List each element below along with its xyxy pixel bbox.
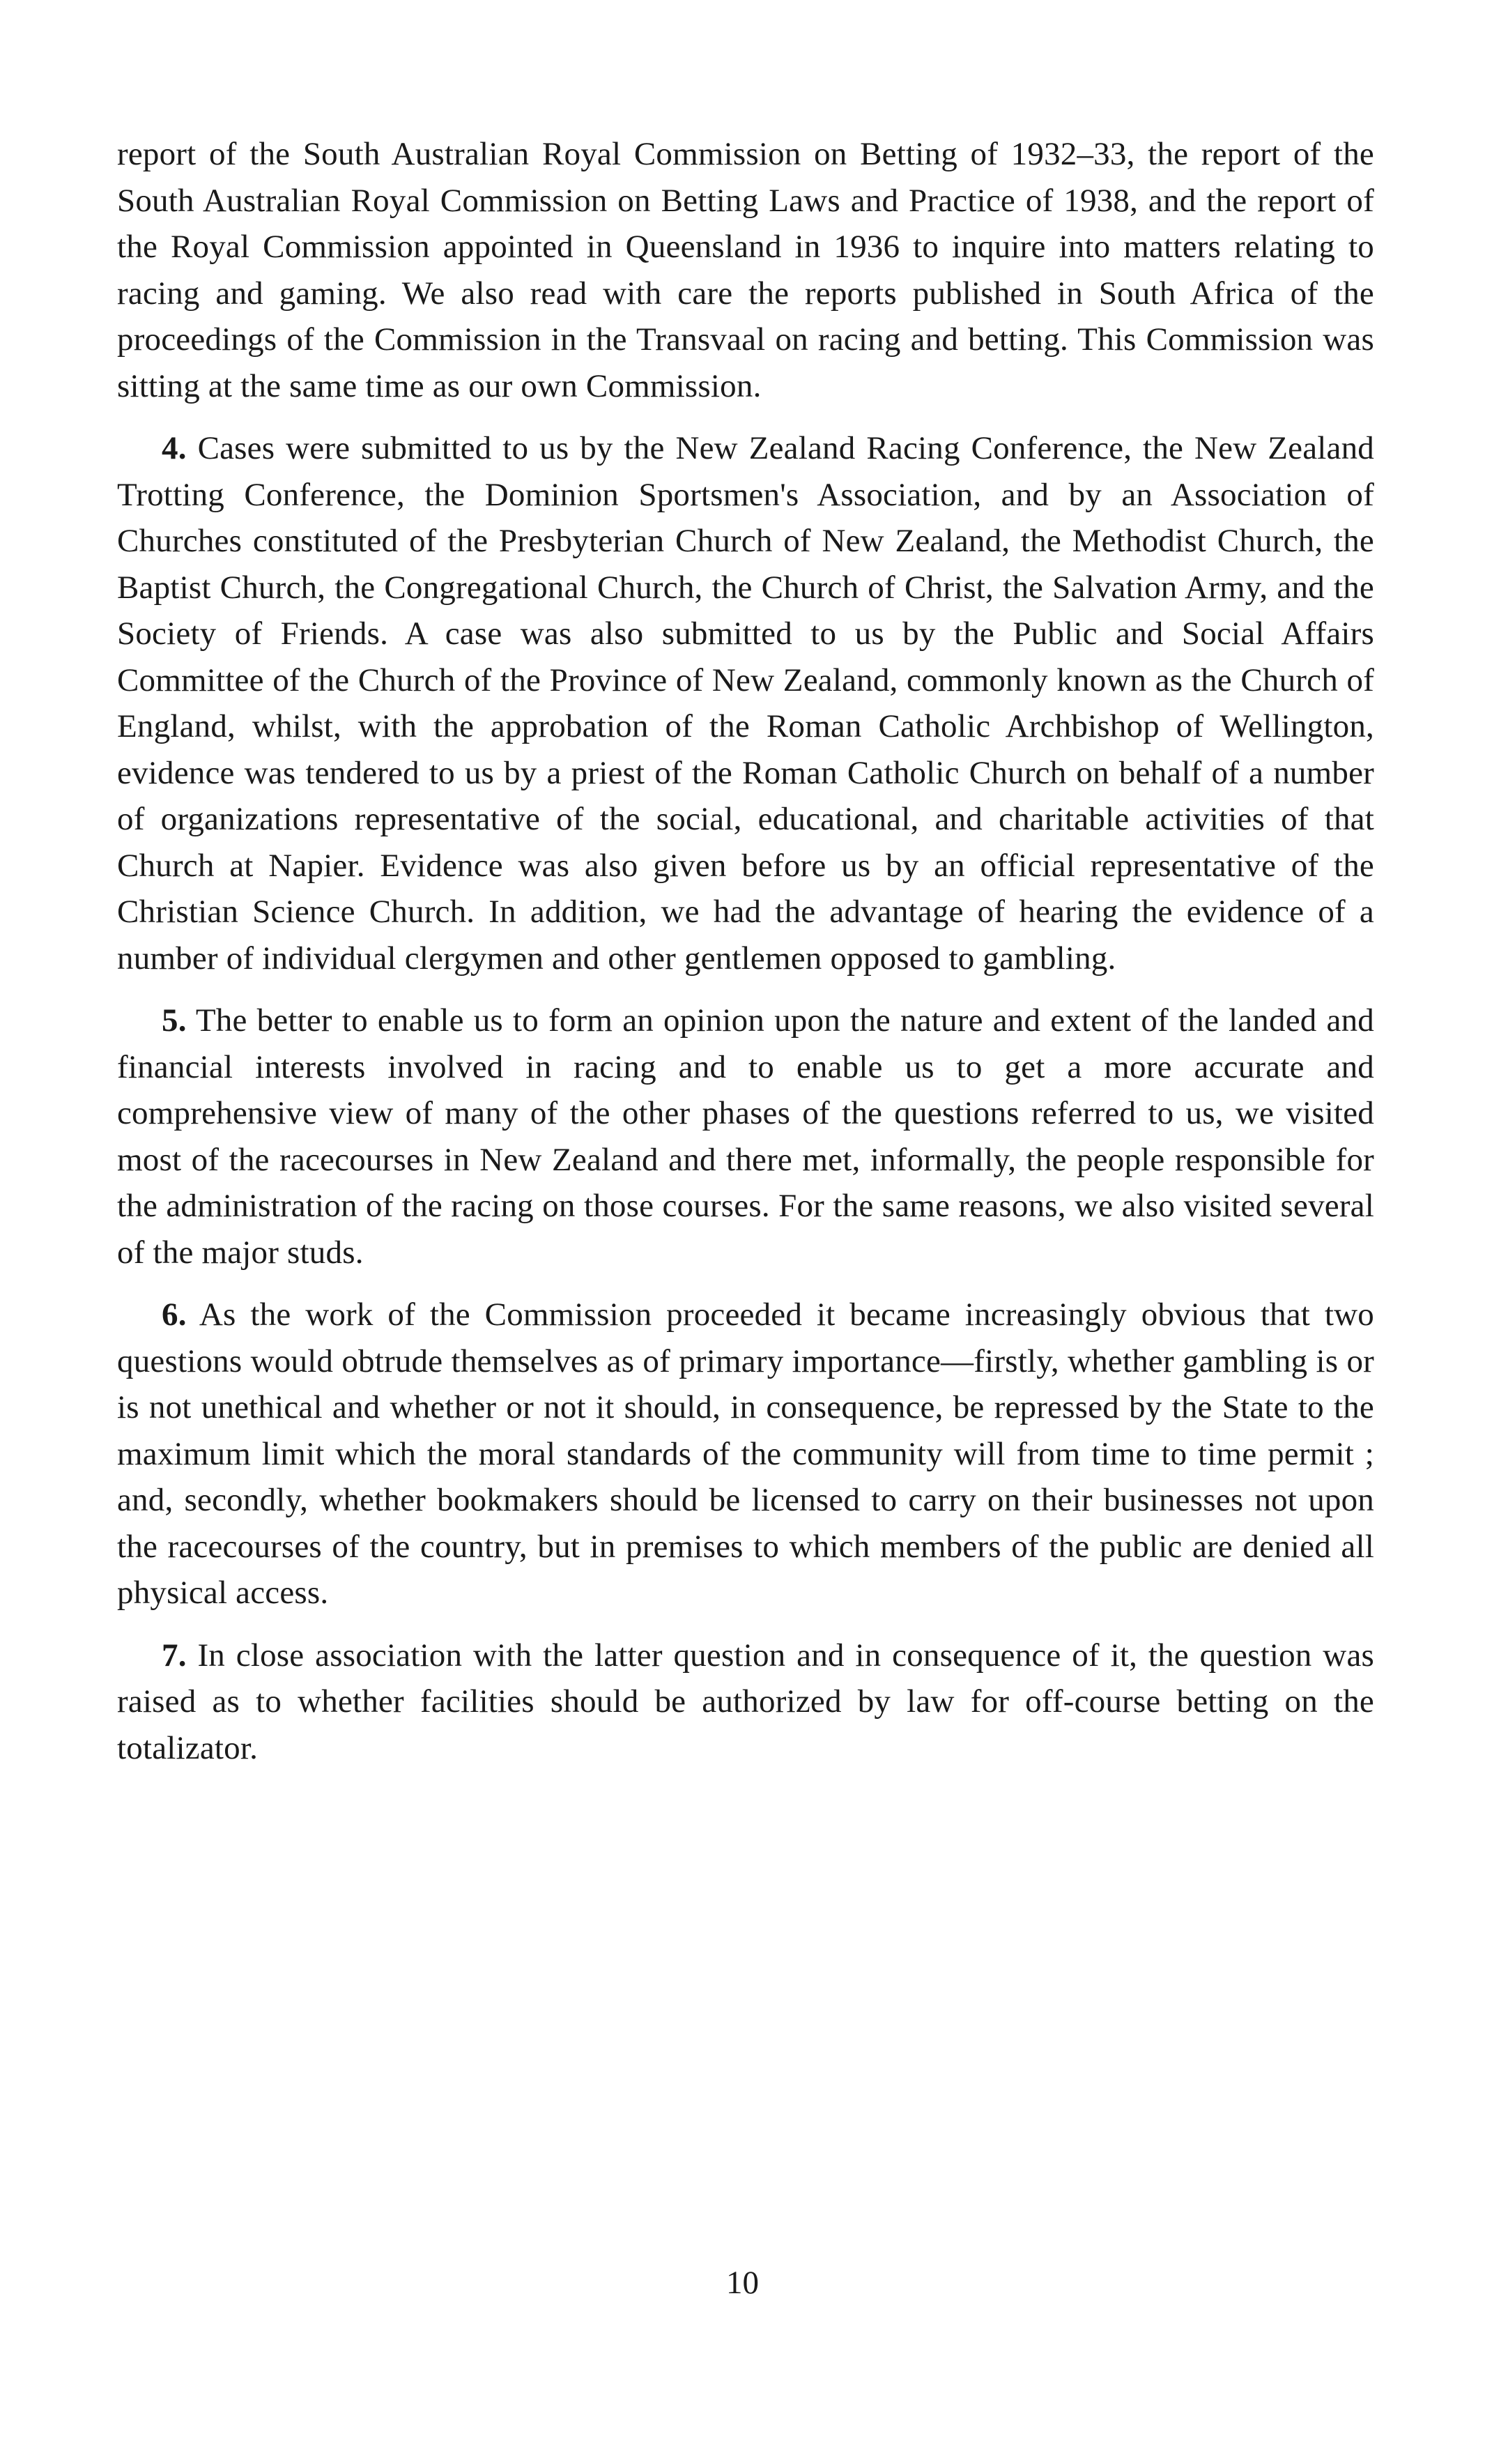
paragraph-7 bbox=[117, 1632, 1374, 1772]
paragraph-5 bbox=[117, 997, 1374, 1276]
paragraph-text: As the work of the Commission proceeded it became increasingly obvious that two questions would obtrude themselves as of primary importance—firstly, whether gambling is or is not unethical and whether or not it should, in consequence, be repressed by the State to the maximum limit which the moral standards of the community will from time to time permit ; and, secondly, whether bookmakers should be licensed to carry on their businesses not upon the racecourses of the country, but in premises to which members of the public are denied all physical access. bbox=[117, 1296, 1374, 1611]
paragraph-text: Cases were submitted to us by the New Zealand Racing Conference, the New Zealand Trotting Conference, the Dominion Sportsmen's Association, and by an Association of Churches constituted of the Presbyterian Church of New Zealand, the Methodist Church, the Baptist Church, the Congregational Church, the Church of Christ, the Salvation Army, and the Society of Friends. A case was also submitted to us by the Public and Social Affairs Committee of the Church of the Province of New Zealand, commonly known as the Church of England, whilst, with the approbation of the Roman Catholic Archbishop of Wellington, evidence was tendered to us by a priest of the Roman Catholic Church on behalf of a number of organizations representative of the social, educational, and charitable activities of that Church at Napier. Evidence was also given before us by an official representative of the Christian Science Church. In addition, we had the advantage of hearing the evidence of a number of individual clergymen and other gentlemen opposed to gambling. bbox=[117, 430, 1374, 977]
page-number: 10 bbox=[726, 2265, 759, 2301]
paragraph-4 bbox=[117, 425, 1374, 981]
paragraph-number: 4. bbox=[162, 430, 187, 466]
paragraph-text: The better to enable us to form an opinion upon the nature and extent of the landed and financial interests involved in racing and to enable us to get a more accurate and comprehensive view of many of the other phases of the questions referred to us, we visited most of the racecourses in New Zealand and there met, informally, the people responsible for the administration of the racing on those courses. For the same reasons, we also visited several of the major studs. bbox=[117, 1002, 1374, 1271]
paragraph-number: 5. bbox=[162, 1002, 187, 1039]
paragraph-number: 7. bbox=[162, 1637, 187, 1674]
paragraph-number: 6. bbox=[162, 1296, 187, 1333]
paragraph-continuation bbox=[117, 131, 1374, 409]
paragraph-text: report of the South Australian Royal Commission on Betting of 1932–33, the report of the South Australian Royal Commission on Betting Laws and Practice of 1938, and the report of the Royal Commission appointed in Queensland in 1936 to inquire into matters relating to racing and gaming. We also read with care the reports published in South Africa of the proceedings of the Commission in the Transvaal on racing and betting. This Commission was sitting at the same time as our own Commission. bbox=[117, 136, 1374, 404]
document-body bbox=[117, 131, 1374, 1787]
paragraph-6 bbox=[117, 1292, 1374, 1616]
paragraph-text: In close association with the latter question and in consequence of it, the question was raised as to whether facilities should be authorized by law for off-course betting on the totalizator. bbox=[117, 1637, 1374, 1766]
